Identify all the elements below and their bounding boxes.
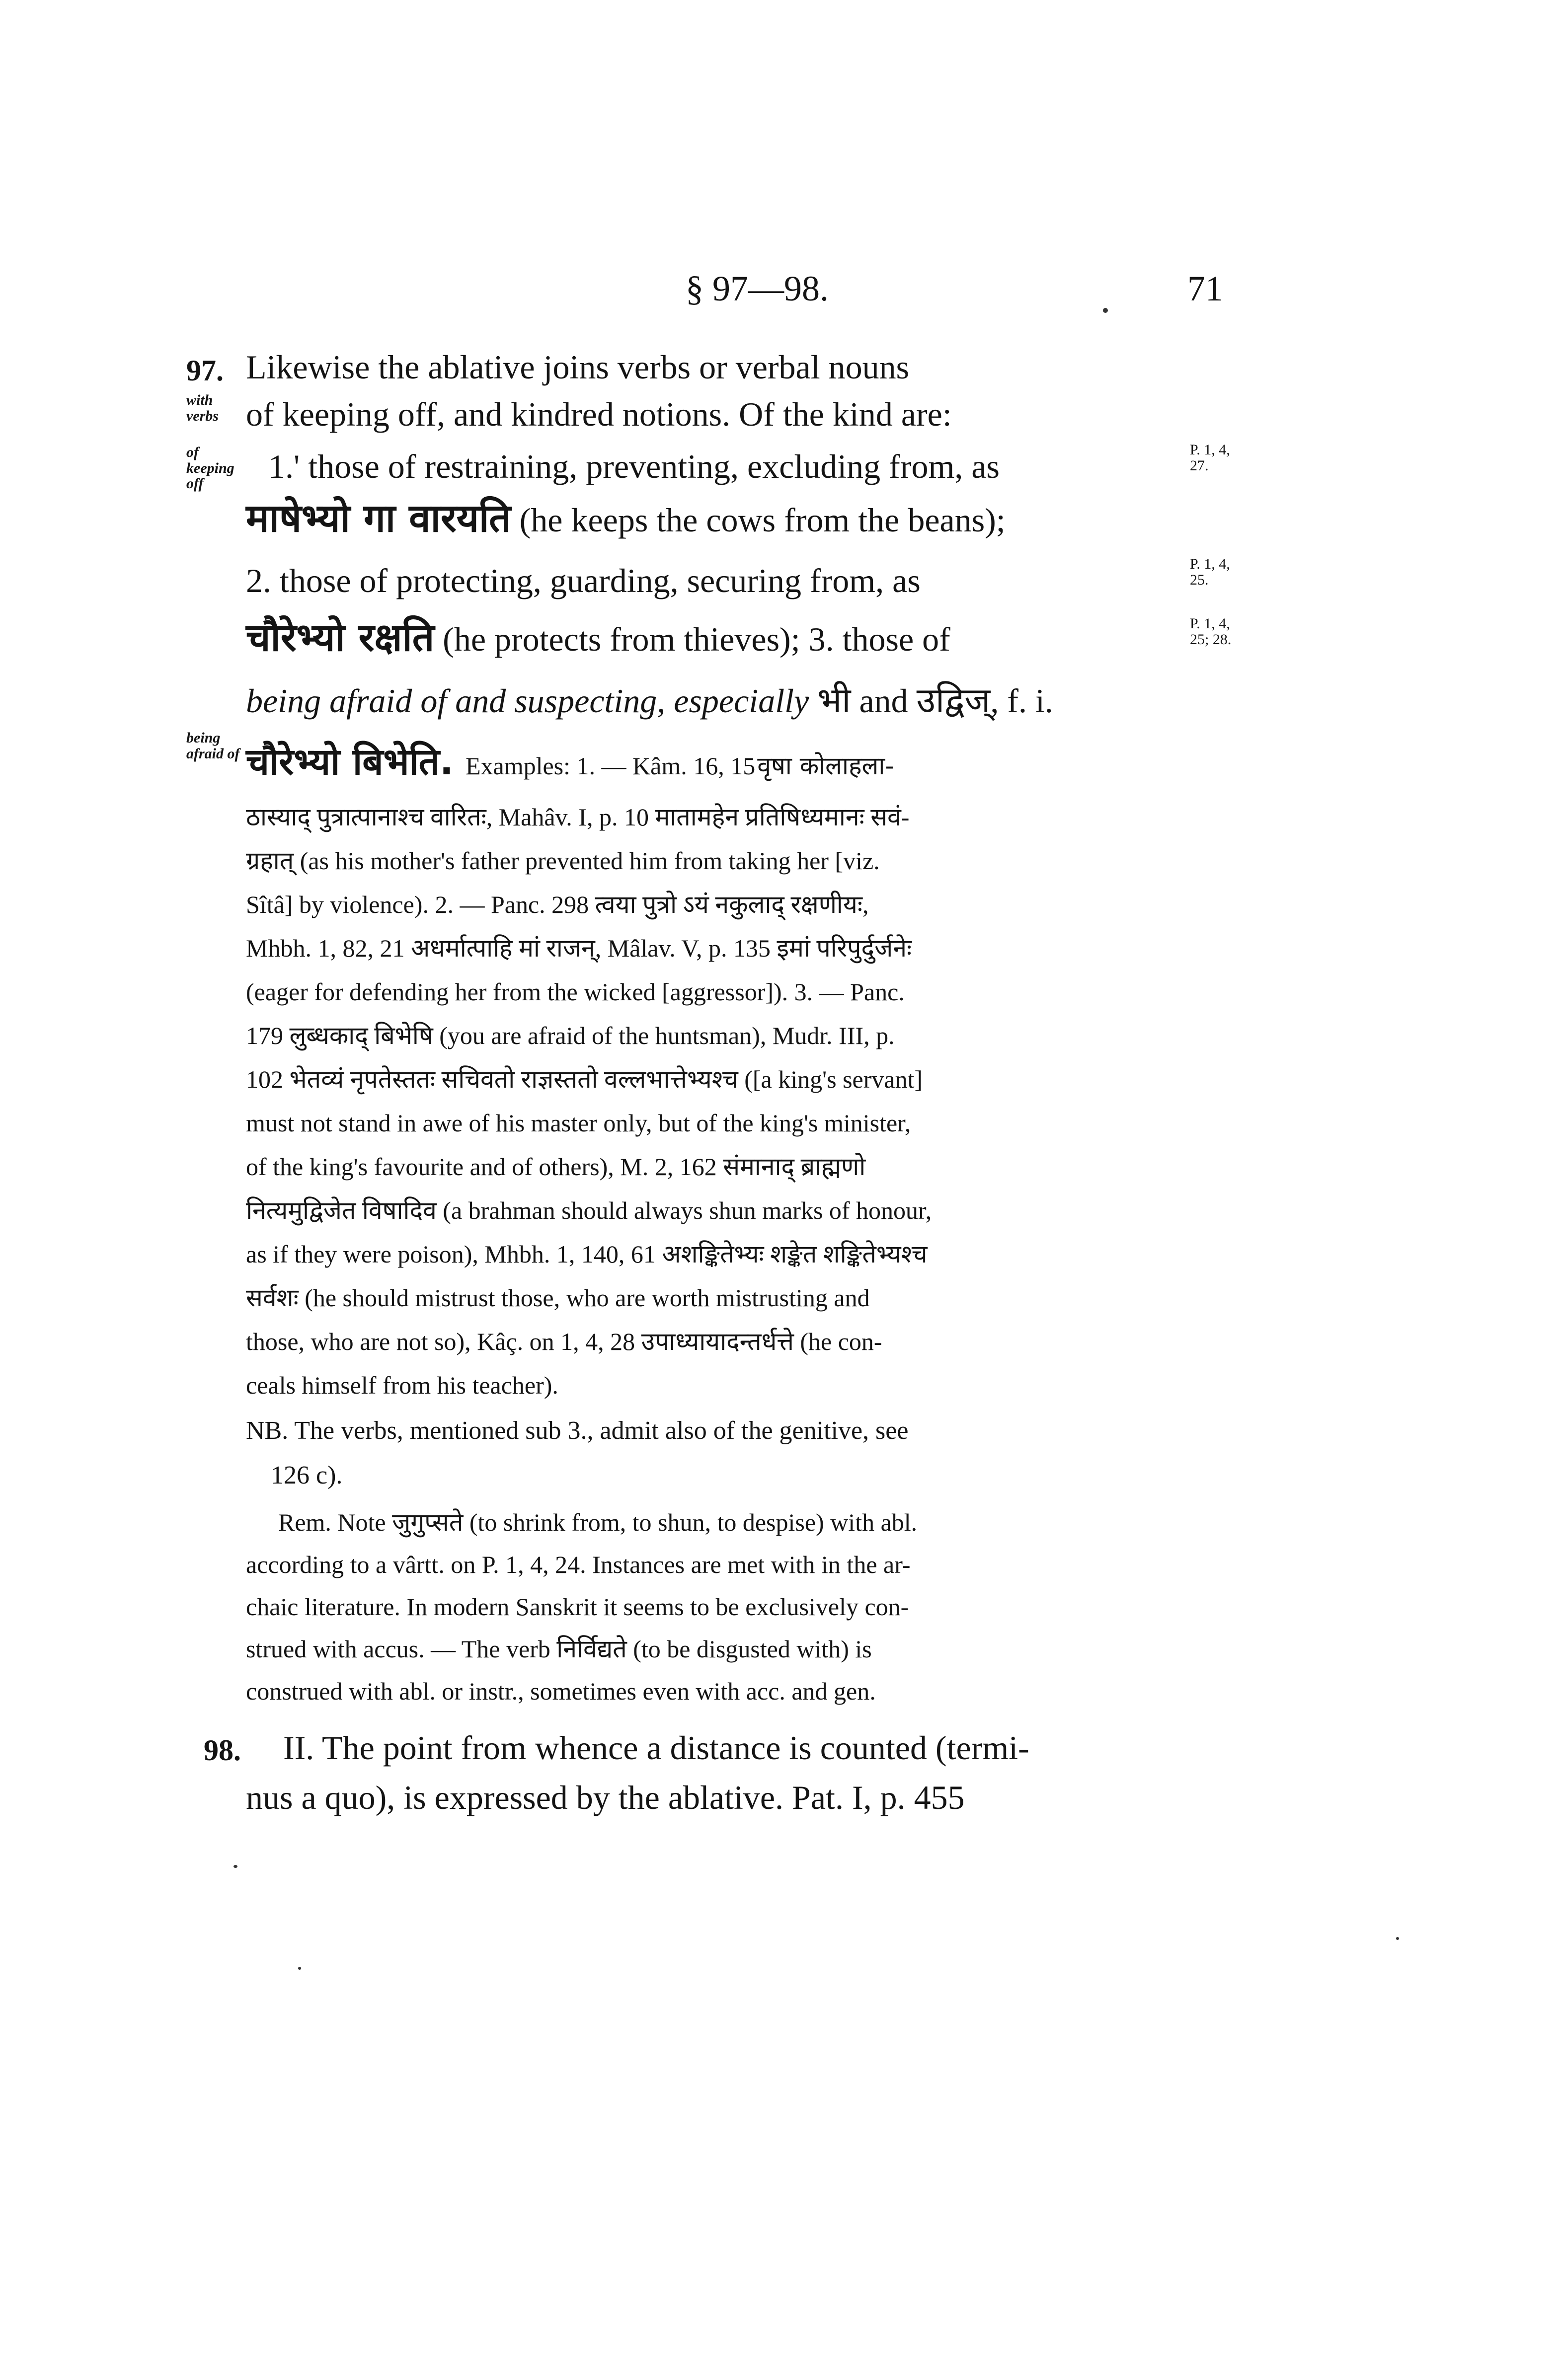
remark-line-5: construed with abl. or instr., sometimes even with acc. and gen.: [246, 1677, 876, 1705]
example-line-1: ठास्याद् पुत्रात्पानाश्च वारितः, Mahâv. I, p. 10 मातामहेन प्रतिषिध्यमानः सवं-: [246, 803, 910, 831]
scan-speck: [234, 1865, 237, 1868]
example-line-3: Sîtâ] by violence). 2. — Panc. 298 त्वया पुत्रो ऽयं नकुलाद् रक्षणीयः,: [246, 891, 869, 918]
example-line-2: ग्रहात् (as his mother's father prevented him from taking her [viz.: [246, 847, 880, 875]
sec97-line-6: [246, 615, 950, 660]
sanskrit-phrase: वृषा कोलाहला-: [757, 751, 894, 780]
sanskrit-phrase: चौरेभ्यो रक्षति: [246, 615, 435, 660]
remark-line-4: strued with accus. — The verb निर्विद्यते (to be disgusted with) is: [246, 1635, 872, 1663]
ref-p-1-4-27: P. 1, 4, 27.: [1190, 442, 1230, 474]
remark-line-2: according to a vârtt. on P. 1, 4, 24. Instances are met with in the ar-: [246, 1551, 911, 1578]
gloss: (he keeps the cows from the beans);: [519, 501, 1006, 539]
example-line-14: ceals himself from his teacher).: [246, 1371, 558, 1399]
nb-line-2: 126 c).: [271, 1461, 343, 1489]
sanskrit-word: भी: [817, 680, 851, 721]
gloss: (he protects from thieves); 3. those of: [443, 620, 950, 658]
example-line-13: those, who are not so), Kâç. on 1, 4, 28 उपाध्यायादन्तर्धत्ते (he con-: [246, 1328, 882, 1355]
page-number: 71: [1187, 269, 1223, 308]
sec97-line-4: [246, 496, 1006, 541]
scan-speck: [298, 1967, 301, 1970]
sec97-line-5: 2. those of protecting, guarding, securing from, as: [246, 562, 921, 599]
remark-line-1: Rem. Note जुगुप्सते (to shrink from, to shun, to despise) with abl.: [278, 1508, 918, 1536]
conjunction: and: [859, 682, 908, 720]
section-number-97: 97.: [186, 354, 224, 387]
example-line-6: 179 लुब्धकाद् बिभेषि (you are afraid of the huntsman), Mudr. III, p.: [246, 1022, 895, 1049]
sec97-line-1: Likewise the ablative joins verbs or verbal nouns: [246, 348, 910, 386]
suffix-text: , f. i.: [990, 682, 1053, 720]
examples-heading: Examples: 1. — Kâm. 16, 15: [465, 752, 756, 780]
sanskrit-phrase: माषेभ्यो गा वारयति: [246, 496, 511, 541]
remark-line-3: chaic literature. In modern Sanskrit it seems to be exclusively con-: [246, 1593, 909, 1621]
example-line-12: सर्वशः (he should mistrust those, who are worth mistrusting and: [246, 1284, 870, 1312]
margin-note-with-verbs: with verbs: [186, 392, 219, 424]
scan-speck: [1396, 1937, 1399, 1940]
example-line-11: as if they were poison), Mhbh. 1, 140, 61 अशङ्कितेभ्यः शङ्केत शङ्कितेभ्यश्च: [246, 1240, 928, 1268]
margin-note-being-afraid: being afraid of: [186, 730, 240, 762]
sanskrit-phrase: चौरेभ्यो बिभेति.: [246, 741, 454, 783]
running-header: § 97—98.: [686, 269, 829, 308]
example-line-8: must not stand in awe of his master only, but of the king's minister,: [246, 1109, 911, 1137]
emphasis: being afraid of and suspecting, especially: [246, 682, 809, 720]
ref-p-1-4-25-28: P. 1, 4, 25; 28.: [1190, 615, 1232, 648]
ref-p-1-4-25: P. 1, 4, 25.: [1190, 556, 1230, 588]
margin-note-keeping-off: of keeping off: [186, 444, 234, 492]
sec97-line-7: [246, 680, 1053, 721]
nb-line-1: NB. The verbs, mentioned sub 3., admit also of the genitive, see: [246, 1416, 909, 1445]
example-line-10: नित्यमुद्विजेत विषादिव (a brahman should always shun marks of honour,: [246, 1196, 932, 1224]
scan-speck: [1103, 308, 1108, 313]
sec98-line-2: nus a quo), is expressed by the ablative. Pat. I, p. 455: [246, 1779, 965, 1816]
example-line-9: of the king's favourite and of others), M. 2, 162 संमानाद् ब्राह्मणो: [246, 1153, 866, 1181]
sec97-line-8: [246, 735, 894, 785]
sanskrit-word: उद्विज्: [916, 680, 991, 721]
sec97-line-3: 1.' those of restraining, preventing, excluding from, as: [268, 447, 1000, 485]
section-number-98: 98.: [204, 1734, 241, 1767]
sec98-line-1: II. The point from whence a distance is counted (termi-: [283, 1729, 1029, 1767]
sec97-line-2: of keeping off, and kindred notions. Of the kind are:: [246, 395, 952, 433]
example-line-5: (eager for defending her from the wicked [aggressor]). 3. — Panc.: [246, 978, 905, 1006]
example-line-4: Mhbh. 1, 82, 21 अधर्मात्पाहि मां राजन्, Mâlav. V, p. 135 इमां परिपुर्दुर्जनेः: [246, 934, 912, 962]
example-line-7: 102 भेतव्यं नृपतेस्ततः सचिवतो राज्ञस्ततो वल्लभात्तेभ्यश्च ([a king's servant]: [246, 1065, 923, 1093]
